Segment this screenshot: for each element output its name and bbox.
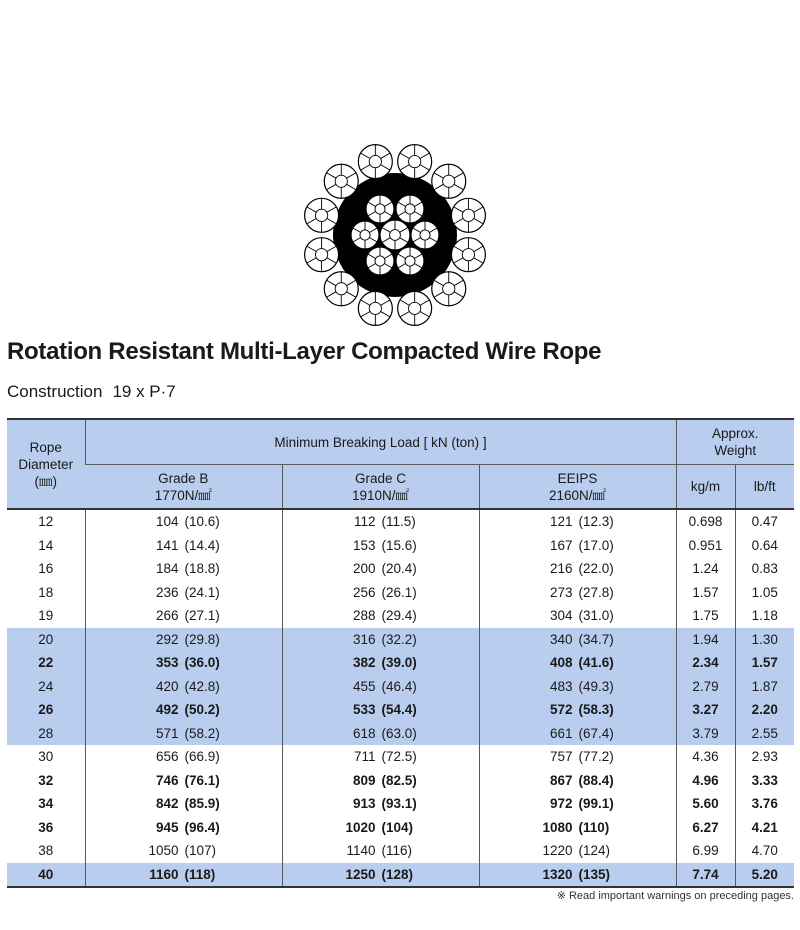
eeips-cell: 1080 (110) [479, 816, 676, 840]
table-row [7, 722, 794, 746]
table-row [7, 863, 794, 888]
lbft-cell: 1.18 [735, 604, 794, 628]
diameter-cell: 34 [38, 796, 54, 812]
grade-b-cell: 842 (85.9) [85, 792, 282, 816]
kgm-cell: 1.75 [676, 604, 735, 628]
eeips-cell: 572 (58.3) [479, 698, 676, 722]
diameter-cell: 26 [7, 698, 85, 722]
approx-weight-header: Approx. Weight [676, 419, 794, 465]
diameter-cell: 30 [38, 749, 54, 765]
table-row [7, 581, 794, 605]
eeips-cell: 1220 (124) [479, 839, 676, 863]
diameter-cell: 32 [38, 772, 54, 788]
eeips-cell: 273 (27.8) [479, 581, 676, 605]
lbft-cell: 0.47 [735, 509, 794, 534]
breaking-load-table [7, 418, 794, 888]
grade-b-cell: 420 (42.8) [85, 675, 282, 699]
table-row [7, 675, 794, 699]
lbft-header: lb/ft [735, 465, 794, 510]
construction-line [7, 382, 176, 402]
kgm-cell: 2.79 [676, 675, 735, 699]
grade-b-cell: 292 (29.8) [85, 628, 282, 652]
grade-b-header: Grade B 1770N/㎟ [85, 465, 282, 510]
grade-c-header: Grade C 1910N/㎟ [282, 465, 479, 510]
kgm-cell: 1.57 [676, 581, 735, 605]
eeips-cell: 408 (41.6) [479, 651, 676, 675]
page-title: Rotation Resistant Multi-Layer Compacted Wire Rope [7, 338, 602, 365]
grade-c-cell: 913 (93.1) [282, 792, 479, 816]
kgm-cell: 6.27 [676, 816, 735, 840]
diameter-cell: 12 [38, 514, 54, 530]
construction-value: 19 x P·7 [112, 382, 176, 401]
grade-b-cell: 746 (76.1) [85, 769, 282, 793]
diameter-cell: 20 [7, 628, 85, 652]
lbft-cell: 2.93 [735, 745, 794, 769]
diameter-cell: 16 [38, 561, 54, 577]
lbft-cell: 0.64 [735, 534, 794, 558]
table-row [7, 557, 794, 581]
kgm-cell: 3.27 [676, 698, 735, 722]
grade-c-cell: 200 (20.4) [282, 557, 479, 581]
diameter-cell: 24 [7, 675, 85, 699]
diameter-cell: 40 [7, 863, 85, 888]
rope-diameter-header: Rope Diameter (㎜) [7, 419, 85, 509]
grade-c-cell: 288 (29.4) [282, 604, 479, 628]
grade-c-cell: 1250 (128) [282, 863, 479, 888]
grade-b-cell: 1160 (118) [85, 863, 282, 888]
grade-b-cell: 141 (14.4) [85, 534, 282, 558]
table-row [7, 816, 794, 840]
grade-b-cell: 1050 (107) [85, 839, 282, 863]
construction-label: Construction [7, 382, 103, 401]
lbft-cell: 3.33 [735, 769, 794, 793]
table-row [7, 604, 794, 628]
kgm-cell: 5.60 [676, 792, 735, 816]
footnote: ※ Read important warnings on preceding pages. [556, 890, 794, 902]
table-row [7, 769, 794, 793]
lbft-cell: 1.05 [735, 581, 794, 605]
kgm-cell: 2.34 [676, 651, 735, 675]
diameter-cell: 22 [7, 651, 85, 675]
grade-b-cell: 492 (50.2) [85, 698, 282, 722]
grade-b-cell: 656 (66.9) [85, 745, 282, 769]
grade-c-cell: 618 (63.0) [282, 722, 479, 746]
table-row [7, 792, 794, 816]
kgm-cell: 4.96 [676, 769, 735, 793]
grade-c-cell: 112 (11.5) [282, 509, 479, 534]
table-row [7, 745, 794, 769]
eeips-cell: 121 (12.3) [479, 509, 676, 534]
kgm-cell: 0.698 [676, 509, 735, 534]
grade-b-cell: 266 (27.1) [85, 604, 282, 628]
eeips-header: EEIPS 2160N/㎟ [479, 465, 676, 510]
grade-b-cell: 571 (58.2) [85, 722, 282, 746]
eeips-cell: 304 (31.0) [479, 604, 676, 628]
rope-cross-section-icon [300, 140, 490, 330]
grade-b-cell: 353 (36.0) [85, 651, 282, 675]
eeips-cell: 867 (88.4) [479, 769, 676, 793]
grade-b-cell: 104 (10.6) [85, 509, 282, 534]
diameter-cell: 38 [38, 843, 54, 859]
grade-c-cell: 1140 (116) [282, 839, 479, 863]
kgm-cell: 0.951 [676, 534, 735, 558]
kgm-cell: 3.79 [676, 722, 735, 746]
diameter-cell: 28 [7, 722, 85, 746]
lbft-cell: 4.21 [735, 816, 794, 840]
lbft-cell: 4.70 [735, 839, 794, 863]
diameter-cell: 36 [38, 819, 54, 835]
lbft-cell: 1.30 [735, 628, 794, 652]
kgm-cell: 7.74 [676, 863, 735, 888]
diameter-cell: 19 [38, 608, 54, 624]
grade-b-cell: 945 (96.4) [85, 816, 282, 840]
kgm-cell: 6.99 [676, 839, 735, 863]
grade-c-cell: 256 (26.1) [282, 581, 479, 605]
eeips-cell: 1320 (135) [479, 863, 676, 888]
table-row [7, 534, 794, 558]
eeips-cell: 483 (49.3) [479, 675, 676, 699]
kgm-cell: 4.36 [676, 745, 735, 769]
table-row [7, 698, 794, 722]
eeips-cell: 340 (34.7) [479, 628, 676, 652]
grade-c-cell: 1020 (104) [282, 816, 479, 840]
lbft-cell: 2.55 [735, 722, 794, 746]
grade-c-cell: 153 (15.6) [282, 534, 479, 558]
table-row [7, 628, 794, 652]
eeips-cell: 167 (17.0) [479, 534, 676, 558]
eeips-cell: 972 (99.1) [479, 792, 676, 816]
grade-c-cell: 382 (39.0) [282, 651, 479, 675]
lbft-cell: 2.20 [735, 698, 794, 722]
grade-b-cell: 184 (18.8) [85, 557, 282, 581]
grade-b-cell: 236 (24.1) [85, 581, 282, 605]
table-row [7, 509, 794, 534]
diameter-cell: 14 [38, 537, 54, 553]
eeips-cell: 216 (22.0) [479, 557, 676, 581]
lbft-cell: 5.20 [735, 863, 794, 888]
diameter-cell: 18 [38, 584, 54, 600]
kgm-cell: 1.94 [676, 628, 735, 652]
table-row [7, 839, 794, 863]
grade-c-cell: 316 (32.2) [282, 628, 479, 652]
lbft-cell: 1.87 [735, 675, 794, 699]
eeips-cell: 757 (77.2) [479, 745, 676, 769]
min-breaking-load-header: Minimum Breaking Load [ kN (ton) ] [85, 419, 676, 465]
lbft-cell: 0.83 [735, 557, 794, 581]
eeips-cell: 661 (67.4) [479, 722, 676, 746]
table-row [7, 651, 794, 675]
grade-c-cell: 455 (46.4) [282, 675, 479, 699]
grade-c-cell: 533 (54.4) [282, 698, 479, 722]
kgm-cell: 1.24 [676, 557, 735, 581]
lbft-cell: 1.57 [735, 651, 794, 675]
grade-c-cell: 809 (82.5) [282, 769, 479, 793]
lbft-cell: 3.76 [735, 792, 794, 816]
grade-c-cell: 711 (72.5) [282, 745, 479, 769]
kgm-header: kg/m [676, 465, 735, 510]
